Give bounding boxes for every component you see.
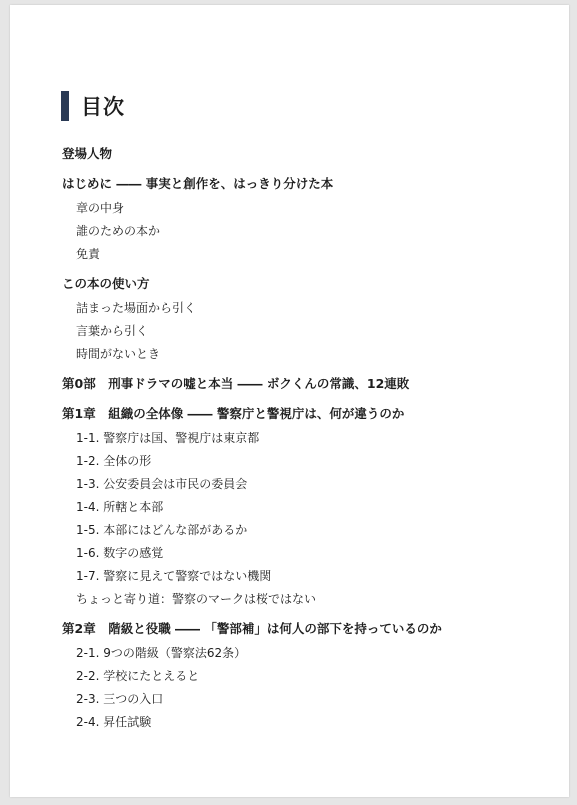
toc-item[interactable]: 2-2. 学校にたとえると [76,669,200,683]
toc-item[interactable]: 1-5. 本部にはどんな部があるか [76,523,248,537]
heading-accent-bar [61,91,69,121]
toc-section[interactable]: 第1章 組織の全体像 ―― 警察庁と警視庁は、何が違うのか [62,406,405,421]
toc-section[interactable]: 第0部 刑事ドラマの嘘と本当 ―― ボクくんの常識、12連敗 [62,376,410,391]
toc-section[interactable]: この本の使い方 [62,276,150,291]
toc-item[interactable]: 1-4. 所轄と本部 [76,500,164,514]
toc-item[interactable]: 1-1. 警察庁は国、警視庁は東京都 [76,431,260,445]
toc-section[interactable]: 第2章 階級と役職 ―― 「警部補」は何人の部下を持っているのか [62,621,442,636]
toc-item[interactable]: 2-1. 9つの階級（警察法62条） [76,646,247,660]
toc-section[interactable]: 登場人物 [62,146,113,161]
toc-item[interactable]: 時間がないとき [76,347,161,361]
document-page [10,5,569,797]
toc-item[interactable]: 1-2. 全体の形 [76,454,152,468]
toc-heading [61,91,125,121]
page-title: 目次 [81,95,125,119]
toc-item[interactable]: 言葉から引く [76,324,149,338]
toc-item[interactable]: ちょっと寄り道：警察のマークは桜ではない [76,592,317,606]
toc-item[interactable]: 2-4. 昇任試験 [76,715,152,729]
toc-item[interactable]: 2-3. 三つの入口 [76,692,164,706]
toc-section[interactable]: はじめに ―― 事実と創作を、はっきり分けた本 [62,176,334,191]
toc-item[interactable]: 免責 [76,247,101,261]
toc-item[interactable]: 章の中身 [76,201,125,215]
toc-item[interactable]: 1-3. 公安委員会は市民の委員会 [76,477,248,491]
toc-item[interactable]: 1-7. 警察に見えて警察ではない機関 [76,569,272,583]
toc-item[interactable]: 誰のための本か [76,224,161,238]
toc-list [62,145,542,731]
toc-item[interactable]: 詰まった場面から引く [76,301,197,315]
toc-item[interactable]: 1-6. 数字の感覚 [76,546,164,560]
